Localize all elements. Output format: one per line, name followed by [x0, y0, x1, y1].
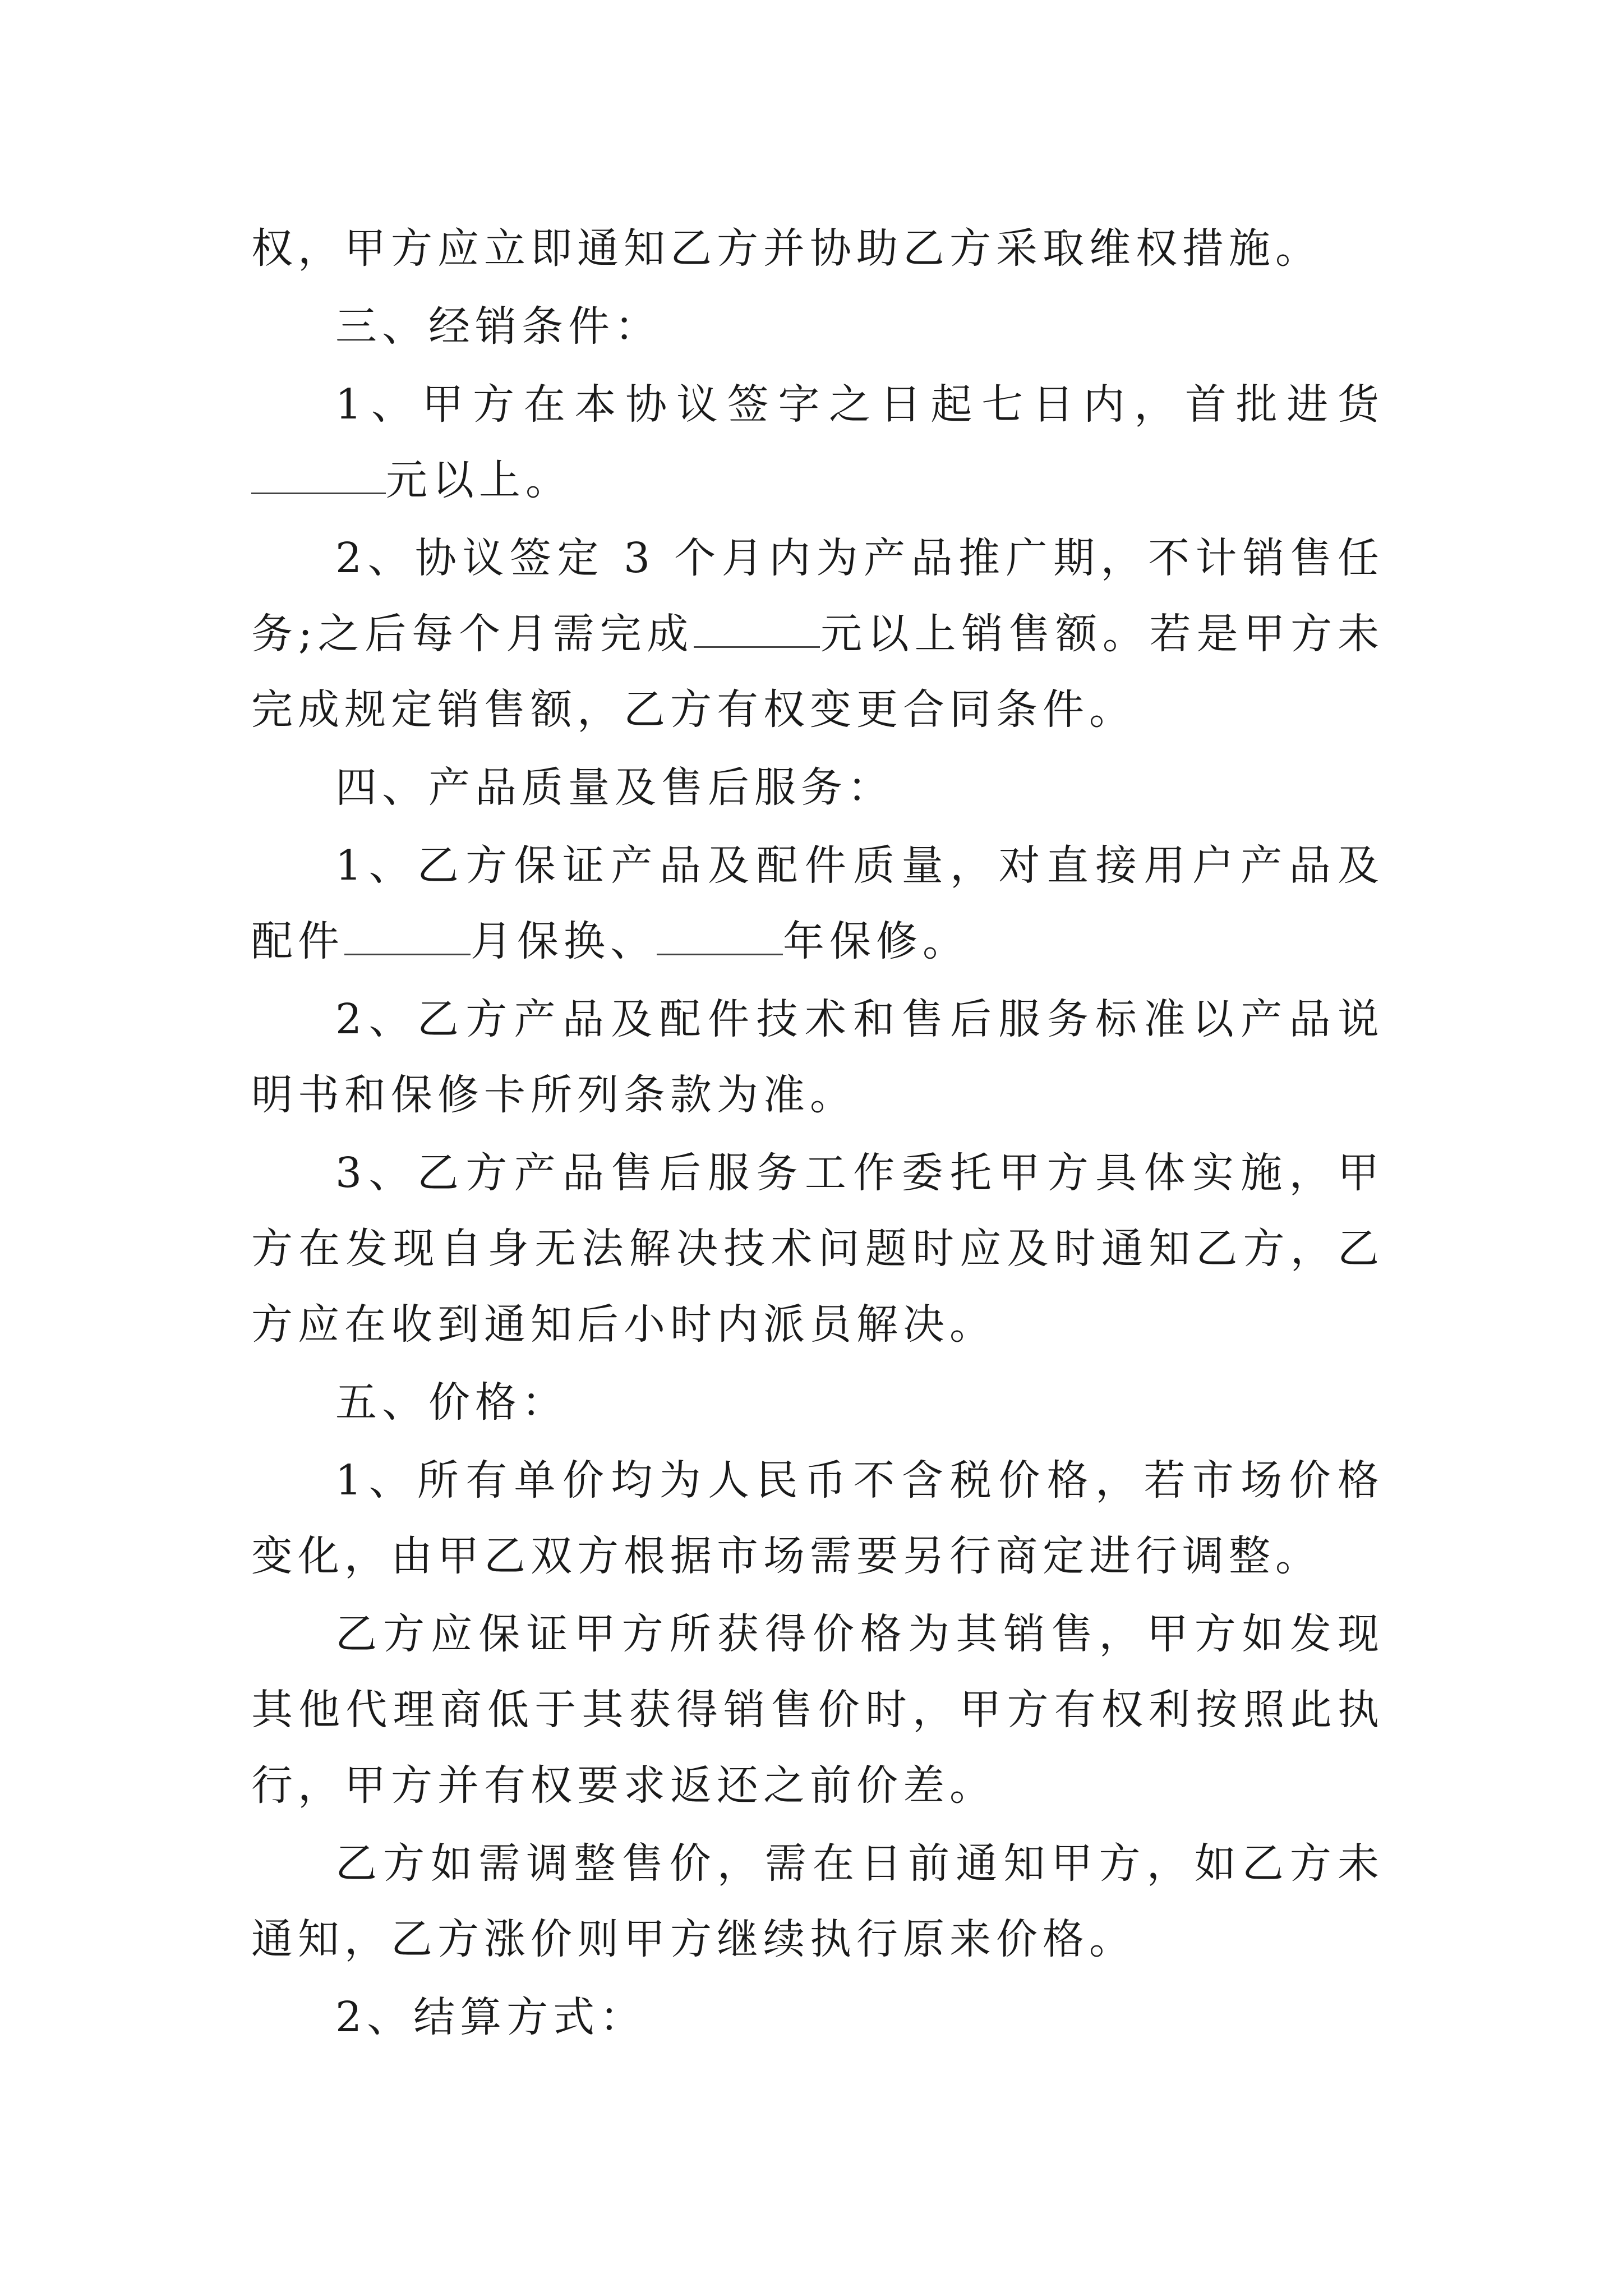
- fill-in-blank: [694, 608, 820, 648]
- section-heading-text: 四、产品质量及售后服务：: [335, 763, 894, 812]
- paragraph-text: 权，甲方应立即通知乙方并协助乙方采取维权措施。: [251, 224, 1322, 273]
- clause-paragraph: [251, 1135, 1384, 1363]
- clause-paragraph: [251, 367, 1384, 518]
- clause-text: 2、协议签定 3 个月内为产品推广期，不计销售任务;之后每个月需完成: [251, 534, 1384, 658]
- clause-paragraph: [251, 982, 1384, 1133]
- paragraph: [251, 211, 1384, 287]
- clause-paragraph: [251, 1443, 1384, 1594]
- clause-text: 2、乙方产品及配件技术和售后服务标准以产品说明书和保修卡所列条款为准。: [251, 995, 1384, 1119]
- document-body: [251, 211, 1384, 2058]
- clause-text: 1、乙方保证产品及配件质量，对直接用户产品及配件: [251, 841, 1384, 965]
- section-heading-text: 五、价格：: [335, 1378, 568, 1427]
- clause-text: 月保换、: [471, 917, 657, 965]
- clause-paragraph: [251, 828, 1384, 979]
- fill-in-blank: [344, 915, 471, 955]
- clause-paragraph: [251, 1596, 1384, 1824]
- section-heading: [251, 750, 1384, 826]
- clause-text: 元以上销售额。若是甲方未完成规定销售额，乙方有权变更合同条件。: [251, 610, 1385, 734]
- clause-text: 3、乙方产品售后服务工作委托甲方具体实施，甲方在发现自身无法解决技术问题时应及时通知乙方，乙方应在收到通知后小时内派员解决。: [251, 1149, 1384, 1349]
- fill-in-blank: [251, 454, 386, 494]
- clause-paragraph: [251, 521, 1384, 748]
- clause-paragraph: [251, 1980, 1384, 2055]
- section-heading: [251, 289, 1384, 365]
- clause-text: 2、结算方式：: [335, 1993, 647, 2041]
- clause-text: 元以上。: [386, 456, 572, 504]
- section-heading-text: 三、经销条件：: [335, 302, 661, 351]
- clause-text: 乙方如需调整售价，需在日前通知甲方，如乙方未通知，乙方涨价则甲方继续执行原来价格。: [251, 1839, 1384, 1963]
- clause-text: 1、所有单价均为人民币不含税价格，若市场价格变化，由甲乙双方根据市场需要另行商定进行调整。: [251, 1456, 1384, 1580]
- clause-paragraph: [251, 1826, 1384, 1977]
- clause-text: 1、甲方在本协议签字之日起七日内，首批进货: [335, 380, 1384, 429]
- section-heading: [251, 1365, 1384, 1441]
- fill-in-blank: [657, 915, 783, 955]
- clause-text: 乙方应保证甲方所获得价格为其销售，甲方如发现其他代理商低于其获得销售价时，甲方有权利按照此执行，甲方并有权要求返还之前价差。: [251, 1610, 1384, 1810]
- clause-text: 年保修。: [783, 917, 969, 965]
